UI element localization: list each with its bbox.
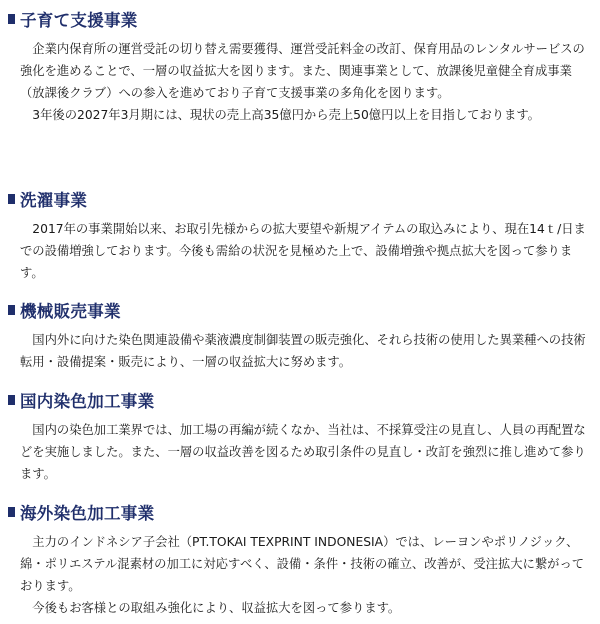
section-heading	[8, 186, 592, 212]
section-title: 洗濯事業	[20, 191, 88, 210]
section-body	[8, 419, 592, 485]
paragraph: 国内外に向けた染色関連設備や薬液濃度制御装置の販売強化、それら技術の使用した異業種への技術転用・設備提案・販売により、一層の収益拡大に努めます。	[20, 333, 586, 369]
section-title: 海外染色加工事業	[20, 504, 155, 523]
section-body	[8, 531, 592, 619]
section-title: 国内染色加工事業	[20, 392, 155, 411]
section-domestic-dyeing	[8, 387, 592, 499]
paragraph: 2017年の事業開始以来、お取引先様からの拡大要望や新規アイテムの取込みにより、現在14ｔ/日までの設備増強しております。今後も需給の状況を見極めた上で、設備増強や拠点拡大を図って参ります。	[20, 222, 586, 280]
square-bullet-icon	[8, 395, 15, 405]
paragraph: 3年後の2027年3月期には、現状の売上高35億円から売上50億円以上を目指しております。	[32, 108, 540, 122]
square-bullet-icon	[8, 14, 15, 24]
paragraph: 今後もお客様との取組み強化により、収益拡大を図って参ります。	[32, 601, 401, 615]
section-body	[8, 218, 592, 284]
paragraph: 企業内保育所の運営受託の切り替え需要獲得、運営受託料金の改訂、保育用品のレンタルサービスの強化を進めることで、一層の収益拡大を図ります。また、関連事業として、放課後児童健全育成事業（放課後クラブ）への参入を進めており子育て支援事業の多角化を図ります。	[20, 42, 585, 100]
section-heading	[8, 387, 592, 413]
square-bullet-icon	[8, 194, 15, 204]
square-bullet-icon	[8, 305, 15, 315]
section-body	[8, 329, 592, 373]
section-machinery-sales	[8, 297, 592, 387]
section-childcare-support	[8, 6, 592, 186]
section-heading	[8, 499, 592, 525]
section-overseas-dyeing	[8, 499, 592, 619]
section-title: 機械販売事業	[20, 302, 121, 321]
paragraph: 主力のインドネシア子会社（PT.TOKAI TEXPRINT INDONESIA）では、レーヨンやポリノジック、綿・ポリエステル混素材の加工に対応すべく、設備・条件・技術の確立、改善が、受注拡大に繋がっております。	[20, 535, 585, 593]
paragraph: 国内の染色加工業界では、加工場の再編が続くなか、当社は、不採算受注の見直し、人員の再配置などを実施しました。また、一層の収益改善を図るため取引条件の見直し・改訂を強烈に推し進めて参ります。	[20, 423, 586, 481]
section-body	[8, 38, 592, 126]
section-heading	[8, 297, 592, 323]
section-title: 子育て支援事業	[20, 11, 138, 30]
square-bullet-icon	[8, 507, 15, 517]
section-laundry	[8, 186, 592, 297]
section-heading	[8, 6, 592, 32]
